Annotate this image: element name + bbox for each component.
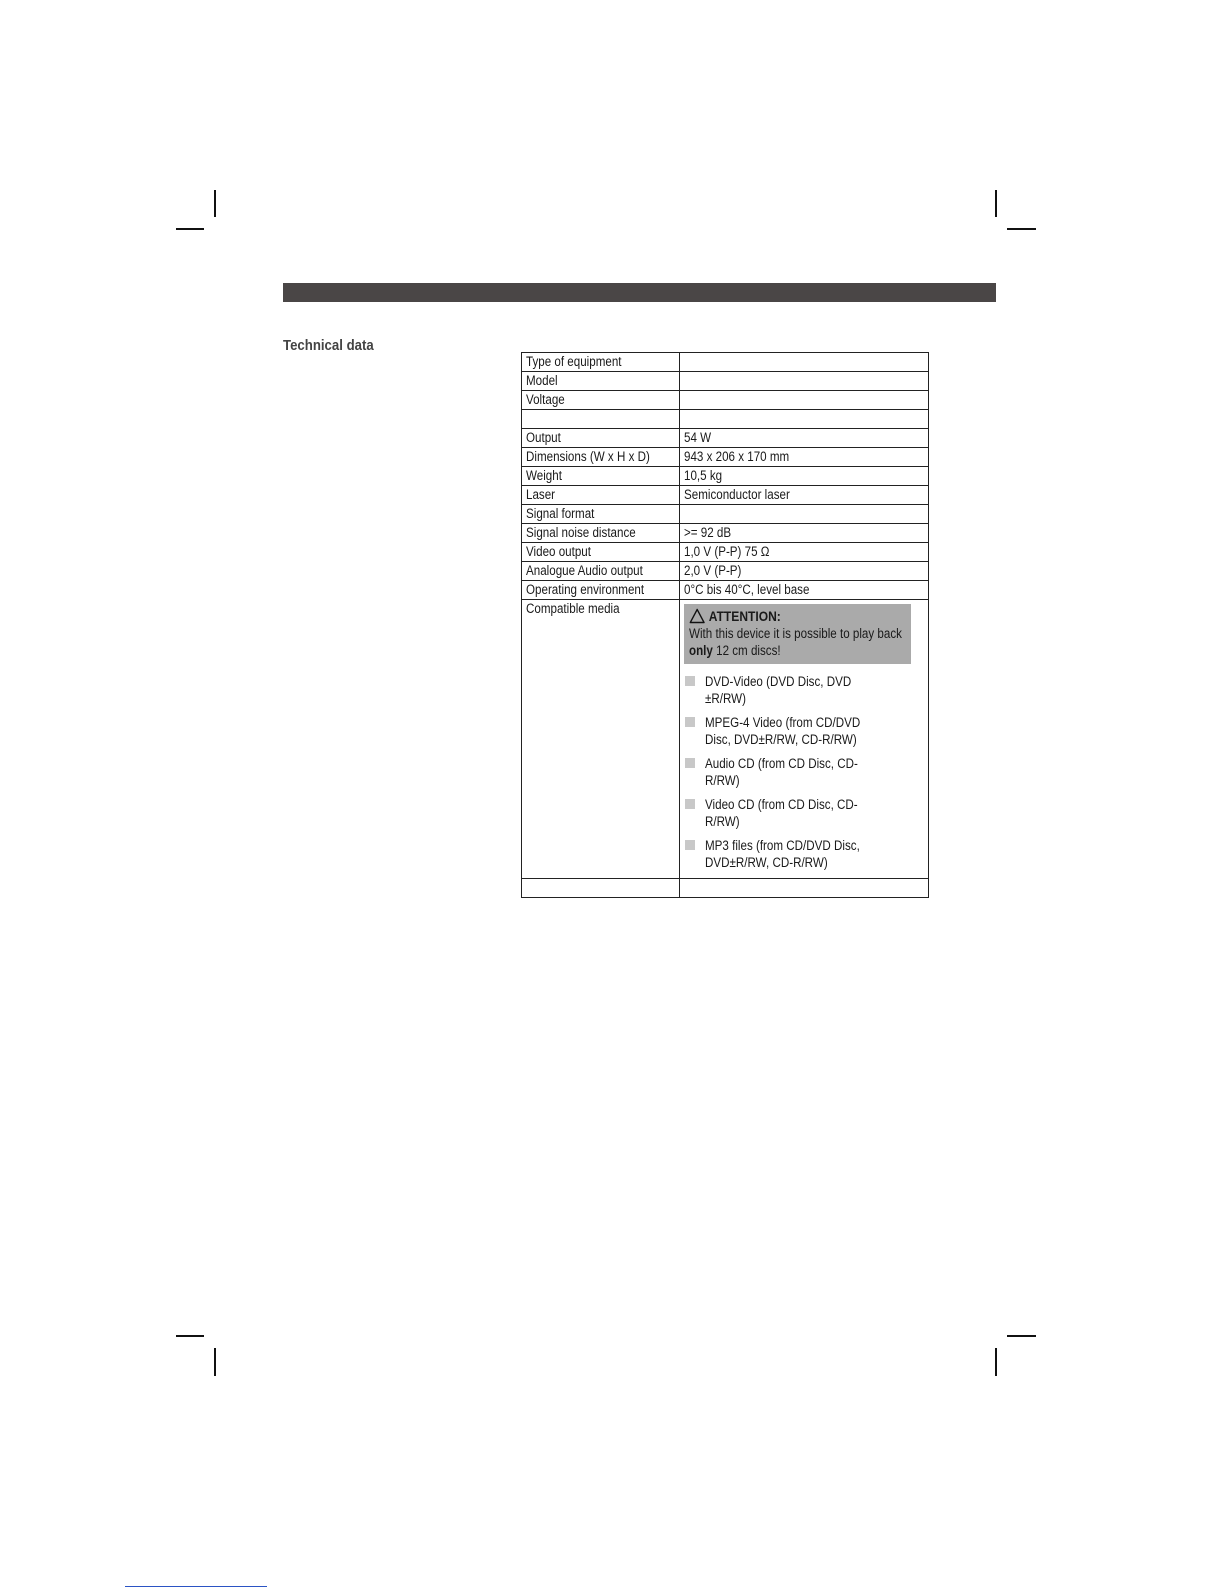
- spec-value: [680, 467, 929, 486]
- spec-value: [680, 486, 929, 505]
- spec-row: [522, 486, 929, 505]
- spec-value: [680, 391, 929, 410]
- spec-row: [522, 429, 929, 448]
- spec-value: [680, 600, 929, 879]
- media-item-text: DVD-Video (DVD Disc, DVD ±R/RW): [705, 674, 852, 706]
- spec-value-text: 0°C bis 40°C, level base: [684, 582, 810, 597]
- spec-label: [522, 879, 680, 898]
- spec-value-text: 54 W: [684, 430, 712, 445]
- spec-label: [522, 581, 680, 600]
- spec-value: [680, 524, 929, 543]
- spec-label-text: Signal noise distance: [526, 525, 636, 540]
- crop-mark: [1007, 1335, 1036, 1337]
- spec-label-text: Dimensions (W x H x D): [526, 449, 650, 464]
- spec-row: [522, 581, 929, 600]
- spec-label-text: Compatible media: [526, 601, 620, 616]
- spec-label: [522, 543, 680, 562]
- attention-box: [684, 604, 911, 664]
- spec-label-text: Voltage: [526, 392, 565, 407]
- spec-value: [680, 879, 929, 898]
- spec-label-text: Output: [526, 430, 561, 445]
- spec-value: [680, 448, 929, 467]
- spec-value: [680, 543, 929, 562]
- spec-row: [522, 879, 929, 898]
- spec-value: [680, 372, 929, 391]
- spec-value-text: Semiconductor laser: [684, 487, 790, 502]
- spec-label: [522, 372, 680, 391]
- spec-label-text: Analogue Audio output: [526, 563, 643, 578]
- spec-label: [522, 486, 680, 505]
- attention-text-after: 12 cm discs!: [716, 643, 781, 658]
- spec-label: [522, 410, 680, 429]
- spec-value: [680, 410, 929, 429]
- attention-heading-text: ATTENTION:: [708, 608, 781, 624]
- spec-value-text: 1,0 V (P-P) 75 Ω: [684, 544, 770, 559]
- spec-row: [522, 410, 929, 429]
- spec-row: [522, 372, 929, 391]
- crop-mark: [176, 1335, 204, 1337]
- spec-table: [521, 352, 929, 898]
- spec-label-text: Signal format: [526, 506, 595, 521]
- spec-label: [522, 524, 680, 543]
- attention-emphasis: only: [689, 643, 713, 658]
- spec-row: [522, 524, 929, 543]
- list-item: [684, 714, 924, 748]
- spec-value: [680, 429, 929, 448]
- spec-value-text: 2,0 V (P-P): [684, 563, 742, 578]
- spec-value: [680, 581, 929, 600]
- spec-row: [522, 467, 929, 486]
- crop-mark: [214, 190, 216, 217]
- spec-label: [522, 467, 680, 486]
- spec-label: [522, 505, 680, 524]
- spec-label-text: Operating environment: [526, 582, 645, 597]
- section-title: Technical data: [283, 337, 374, 354]
- square-bullet-icon: [685, 840, 695, 850]
- spec-row: [522, 353, 929, 372]
- square-bullet-icon: [685, 799, 695, 809]
- crop-mark: [176, 228, 204, 230]
- spec-label: [522, 391, 680, 410]
- attention-text-before: With this device it is possible to play back: [689, 626, 902, 641]
- spec-label-text: Video output: [526, 544, 591, 559]
- spec-label-text: Laser: [526, 487, 556, 502]
- square-bullet-icon: [685, 717, 695, 727]
- spec-label-text: Weight: [526, 468, 562, 483]
- list-item: [684, 837, 924, 871]
- spec-label: [522, 429, 680, 448]
- media-item-text: Video CD (from CD Disc, CD-R/RW): [705, 797, 858, 829]
- media-item-text: MPEG-4 Video (from CD/DVD Disc, DVD±R/RW, CD-R/RW): [705, 715, 861, 747]
- header-bar: [283, 283, 996, 302]
- spec-value: [680, 562, 929, 581]
- spec-row: [522, 543, 929, 562]
- spec-value-text: 943 x 206 x 170 mm: [684, 449, 790, 464]
- spec-label: [522, 562, 680, 581]
- crop-mark: [214, 1348, 216, 1376]
- attention-body: [689, 625, 909, 659]
- spec-row: [522, 391, 929, 410]
- list-item: [684, 673, 924, 707]
- spec-row-compatible-media: [522, 600, 929, 879]
- media-item-text: MP3 files (from CD/DVD Disc, DVD±R/RW, CD-R/RW): [705, 838, 860, 870]
- warning-triangle-icon: [689, 608, 705, 624]
- crop-mark: [995, 1348, 997, 1376]
- square-bullet-icon: [685, 758, 695, 768]
- square-bullet-icon: [685, 676, 695, 686]
- spec-value: [680, 505, 929, 524]
- crop-mark: [995, 190, 997, 217]
- attention-heading: [689, 607, 876, 625]
- spec-label: [522, 600, 680, 879]
- crop-mark: [1007, 228, 1036, 230]
- list-item: [684, 796, 924, 830]
- spec-label-text: Type of equipment: [526, 354, 622, 369]
- spec-row: [522, 448, 929, 467]
- spec-label-text: Model: [526, 373, 558, 388]
- spec-row: [522, 505, 929, 524]
- list-item: [684, 755, 924, 789]
- media-item-text: Audio CD (from CD Disc, CD-R/RW): [705, 756, 858, 788]
- spec-value-text: 10,5 kg: [684, 468, 723, 483]
- spec-label: [522, 448, 680, 467]
- media-list: [684, 673, 924, 871]
- spec-value: [680, 353, 929, 372]
- spec-label: [522, 353, 680, 372]
- spec-row: [522, 562, 929, 581]
- spec-value-text: >= 92 dB: [684, 525, 732, 540]
